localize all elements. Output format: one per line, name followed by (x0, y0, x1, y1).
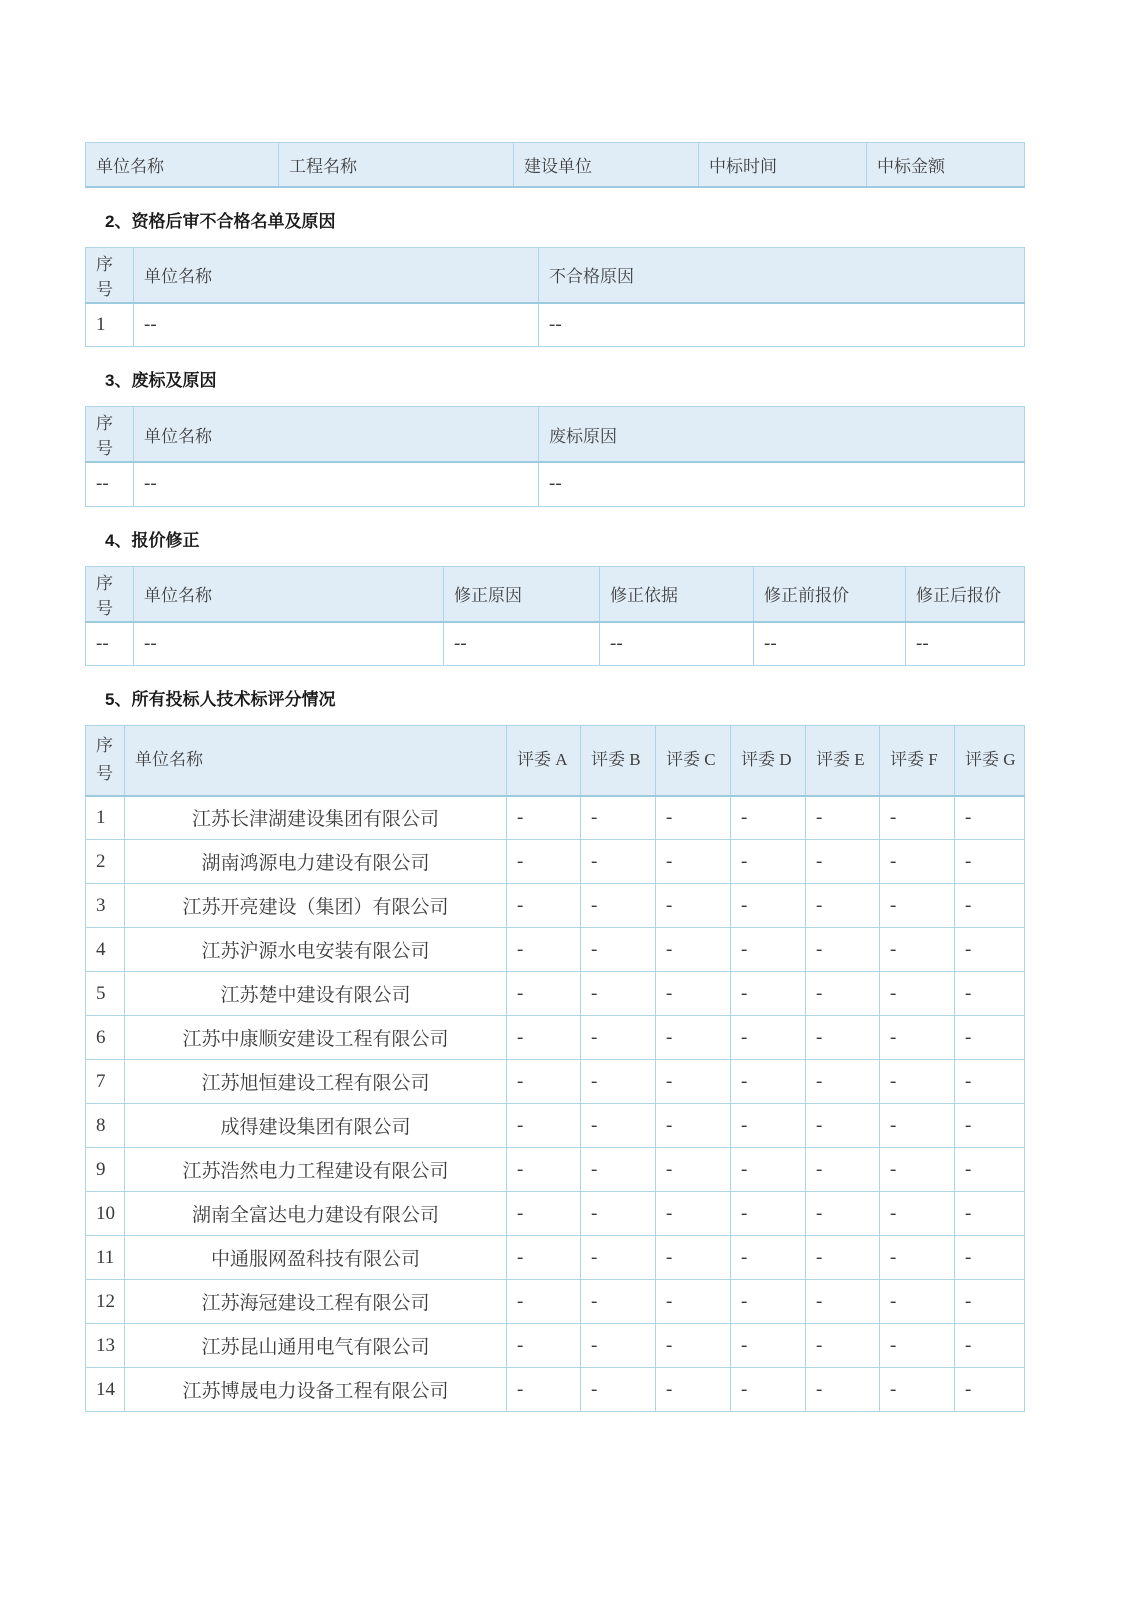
table-cell: - (656, 1236, 731, 1280)
table-cell: - (955, 884, 1025, 928)
table-cell: - (806, 1104, 880, 1148)
table-cell: 13 (86, 1324, 125, 1368)
table-cell: 江苏楚中建设有限公司 (125, 972, 507, 1016)
table-cell: - (581, 884, 656, 928)
table-cell: 江苏海冠建设工程有限公司 (125, 1280, 507, 1324)
table-cell: - (955, 972, 1025, 1016)
table-cell: - (581, 1060, 656, 1104)
table-cell: - (955, 1192, 1025, 1236)
table-cell: - (880, 1104, 955, 1148)
table-cell: 5 (86, 972, 125, 1016)
table-cell: - (806, 1236, 880, 1280)
table-cell: - (880, 1368, 955, 1412)
table-row (86, 928, 1025, 972)
table-cell: - (507, 1324, 581, 1368)
table-cell: -- (539, 462, 1025, 506)
section-heading-unqualified: 2、资格后审不合格名单及原因 (105, 211, 336, 231)
table-cell: - (806, 1280, 880, 1324)
column-header: 工程名称 (279, 143, 514, 187)
table-cell: - (806, 884, 880, 928)
table-cell: 1 (86, 303, 134, 347)
table-cell: -- (86, 462, 134, 506)
table-header-row (86, 566, 1025, 622)
table-cell: -- (600, 622, 754, 666)
table-cell: - (731, 1192, 806, 1236)
column-header: 单位名称 (134, 407, 539, 463)
table-row (86, 1324, 1025, 1368)
section-heading-rejected-bids: 3、废标及原因 (105, 371, 217, 390)
table-cell: -- (134, 462, 539, 506)
column-header: 评委 F (880, 726, 955, 796)
column-header: 评委 A (507, 726, 581, 796)
column-header: 单位名称 (86, 143, 279, 187)
column-header: 中标金额 (867, 143, 1025, 187)
table-cell: 江苏博晟电力设备工程有限公司 (125, 1368, 507, 1412)
table-cell: - (507, 1192, 581, 1236)
table-cell: - (955, 1324, 1025, 1368)
table-cell: 江苏长津湖建设集团有限公司 (125, 796, 507, 840)
table-cell: - (806, 972, 880, 1016)
table-cell: - (507, 928, 581, 972)
table-cell: - (806, 1016, 880, 1060)
table-cell: - (656, 1192, 731, 1236)
table-cell: 12 (86, 1280, 125, 1324)
column-header: 单位名称 (134, 247, 539, 303)
column-header: 序号 (86, 726, 125, 796)
table-cell: - (731, 1016, 806, 1060)
table-row (86, 1148, 1025, 1192)
table-cell: 江苏中康顺安建设工程有限公司 (125, 1016, 507, 1060)
table-cell: - (581, 1324, 656, 1368)
table-cell: - (507, 1016, 581, 1060)
table-cell: - (507, 1104, 581, 1148)
column-header: 评委 G (955, 726, 1025, 796)
column-header: 修正前报价 (754, 566, 906, 622)
table-body (86, 796, 1025, 1412)
table-cell: - (731, 840, 806, 884)
table-cell: - (880, 928, 955, 972)
table-cell: - (507, 840, 581, 884)
column-header: 序号 (86, 407, 134, 463)
table-cell: - (581, 1236, 656, 1280)
column-header: 不合格原因 (539, 247, 1025, 303)
table-cell: - (880, 1280, 955, 1324)
table-cell: -- (906, 622, 1025, 666)
table-cell: - (880, 884, 955, 928)
table-cell: - (656, 1368, 731, 1412)
table-cell: - (806, 1148, 880, 1192)
table-cell: - (731, 972, 806, 1016)
table-row (86, 1016, 1025, 1060)
table-header-row (86, 247, 1025, 303)
table-cell: - (581, 928, 656, 972)
document-page (85, 142, 1024, 1412)
table-cell: 4 (86, 928, 125, 972)
table-cell: - (880, 1016, 955, 1060)
table-cell: 6 (86, 1016, 125, 1060)
table-cell: - (806, 1060, 880, 1104)
table-cell: - (880, 840, 955, 884)
table-cell: 江苏旭恒建设工程有限公司 (125, 1060, 507, 1104)
table-cell: 11 (86, 1236, 125, 1280)
table-cell: - (955, 796, 1025, 840)
table-cell: - (955, 1368, 1025, 1412)
table-row (86, 840, 1025, 884)
table-cell: - (581, 1148, 656, 1192)
table-cell: - (731, 1368, 806, 1412)
table-cell: - (507, 1280, 581, 1324)
table-cell: 14 (86, 1368, 125, 1412)
table-cell: - (731, 1148, 806, 1192)
column-header: 修正原因 (444, 566, 600, 622)
table-cell: - (880, 1324, 955, 1368)
table-cell: -- (754, 622, 906, 666)
table-cell: - (880, 1192, 955, 1236)
table-cell: 10 (86, 1192, 125, 1236)
table-cell: - (806, 928, 880, 972)
table-row (86, 1060, 1025, 1104)
table-header-row (86, 726, 1025, 796)
table-cell: - (731, 1060, 806, 1104)
table-header-row (86, 143, 1025, 187)
table-cell: - (507, 1368, 581, 1412)
table-cell: - (581, 1016, 656, 1060)
table-cell: - (955, 1060, 1025, 1104)
table-row (86, 796, 1025, 840)
table-row (86, 972, 1025, 1016)
table-cell: - (581, 1368, 656, 1412)
table-cell: - (806, 840, 880, 884)
table-cell: 江苏开亮建设（集团）有限公司 (125, 884, 507, 928)
table-cell: - (581, 972, 656, 1016)
column-header: 修正后报价 (906, 566, 1025, 622)
table-cell: - (581, 840, 656, 884)
table-cell: - (581, 1192, 656, 1236)
table-cell: - (581, 1104, 656, 1148)
table-cell: - (507, 972, 581, 1016)
table-cell: -- (539, 303, 1025, 347)
table-cell: 湖南全富达电力建设有限公司 (125, 1192, 507, 1236)
table-cell: 江苏浩然电力工程建设有限公司 (125, 1148, 507, 1192)
unqualified-bidders-table (85, 247, 1025, 348)
section-heading-technical-scores: 5、所有投标人技术标评分情况 (105, 690, 336, 709)
table-cell: -- (86, 622, 134, 666)
column-header: 评委 B (581, 726, 656, 796)
table-cell: - (731, 1236, 806, 1280)
table-cell: - (955, 928, 1025, 972)
table-cell: - (955, 1104, 1025, 1148)
column-header: 评委 C (656, 726, 731, 796)
table-cell: 中通服网盈科技有限公司 (125, 1236, 507, 1280)
table-cell: - (656, 928, 731, 972)
table-cell: - (507, 1148, 581, 1192)
table-cell: - (880, 1236, 955, 1280)
table-cell: - (955, 1148, 1025, 1192)
table-cell: - (507, 796, 581, 840)
table-cell: - (581, 1280, 656, 1324)
table-row (86, 462, 1025, 506)
table-cell: - (507, 884, 581, 928)
table-cell: - (955, 1280, 1025, 1324)
table-cell: - (656, 1324, 731, 1368)
table-cell: - (880, 972, 955, 1016)
table-row (86, 1104, 1025, 1148)
table-body (86, 622, 1025, 666)
table-cell: 8 (86, 1104, 125, 1148)
table-cell: - (955, 1236, 1025, 1280)
table-cell: - (806, 1368, 880, 1412)
table-cell: - (581, 796, 656, 840)
table-cell: -- (444, 622, 600, 666)
table-cell: - (955, 1016, 1025, 1060)
table-cell: - (880, 1148, 955, 1192)
table-cell: - (656, 1060, 731, 1104)
column-header: 评委 D (731, 726, 806, 796)
table-cell: 7 (86, 1060, 125, 1104)
column-header: 修正依据 (600, 566, 754, 622)
table-row (86, 1236, 1025, 1280)
column-header: 单位名称 (125, 726, 507, 796)
table-cell: - (731, 1324, 806, 1368)
column-header: 单位名称 (134, 566, 444, 622)
column-header: 评委 E (806, 726, 880, 796)
table-cell: - (507, 1060, 581, 1104)
table-cell: 成得建设集团有限公司 (125, 1104, 507, 1148)
table-cell: 3 (86, 884, 125, 928)
column-header: 中标时间 (699, 143, 867, 187)
table-cell: - (880, 796, 955, 840)
table-row (86, 884, 1025, 928)
table-cell: - (731, 1104, 806, 1148)
table-cell: - (806, 1192, 880, 1236)
table-row (86, 622, 1025, 666)
table-cell: 9 (86, 1148, 125, 1192)
table-body (86, 462, 1025, 506)
table-cell: - (806, 1324, 880, 1368)
table-cell: - (731, 796, 806, 840)
table-cell: - (656, 1148, 731, 1192)
table-cell: - (656, 840, 731, 884)
table-cell: -- (134, 622, 444, 666)
technical-score-table (85, 725, 1025, 1412)
table-cell: 湖南鸿源电力建设有限公司 (125, 840, 507, 884)
table-cell: - (731, 928, 806, 972)
section-heading-price-correction: 4、报价修正 (105, 530, 200, 550)
table-row (86, 1192, 1025, 1236)
table-row (86, 303, 1025, 347)
table-row (86, 1280, 1025, 1324)
table-cell: - (656, 884, 731, 928)
table-cell: 2 (86, 840, 125, 884)
table-cell: - (507, 1236, 581, 1280)
price-correction-table (85, 566, 1025, 667)
table-cell: - (880, 1060, 955, 1104)
table-cell: - (955, 840, 1025, 884)
table-body (86, 303, 1025, 347)
table-cell: 1 (86, 796, 125, 840)
column-header: 建设单位 (514, 143, 699, 187)
table-cell: - (656, 796, 731, 840)
table-cell: - (656, 1280, 731, 1324)
table-cell: - (731, 884, 806, 928)
table-cell: - (656, 1016, 731, 1060)
winning-bid-table (85, 142, 1025, 188)
column-header: 序号 (86, 247, 134, 303)
table-cell: 江苏昆山通用电气有限公司 (125, 1324, 507, 1368)
rejected-bids-table (85, 406, 1025, 507)
table-cell: - (731, 1280, 806, 1324)
table-row (86, 1368, 1025, 1412)
table-header-row (86, 407, 1025, 463)
column-header: 序号 (86, 566, 134, 622)
table-cell: - (806, 796, 880, 840)
table-cell: -- (134, 303, 539, 347)
table-cell: 江苏沪源水电安装有限公司 (125, 928, 507, 972)
table-cell: - (656, 1104, 731, 1148)
column-header: 废标原因 (539, 407, 1025, 463)
table-cell: - (656, 972, 731, 1016)
